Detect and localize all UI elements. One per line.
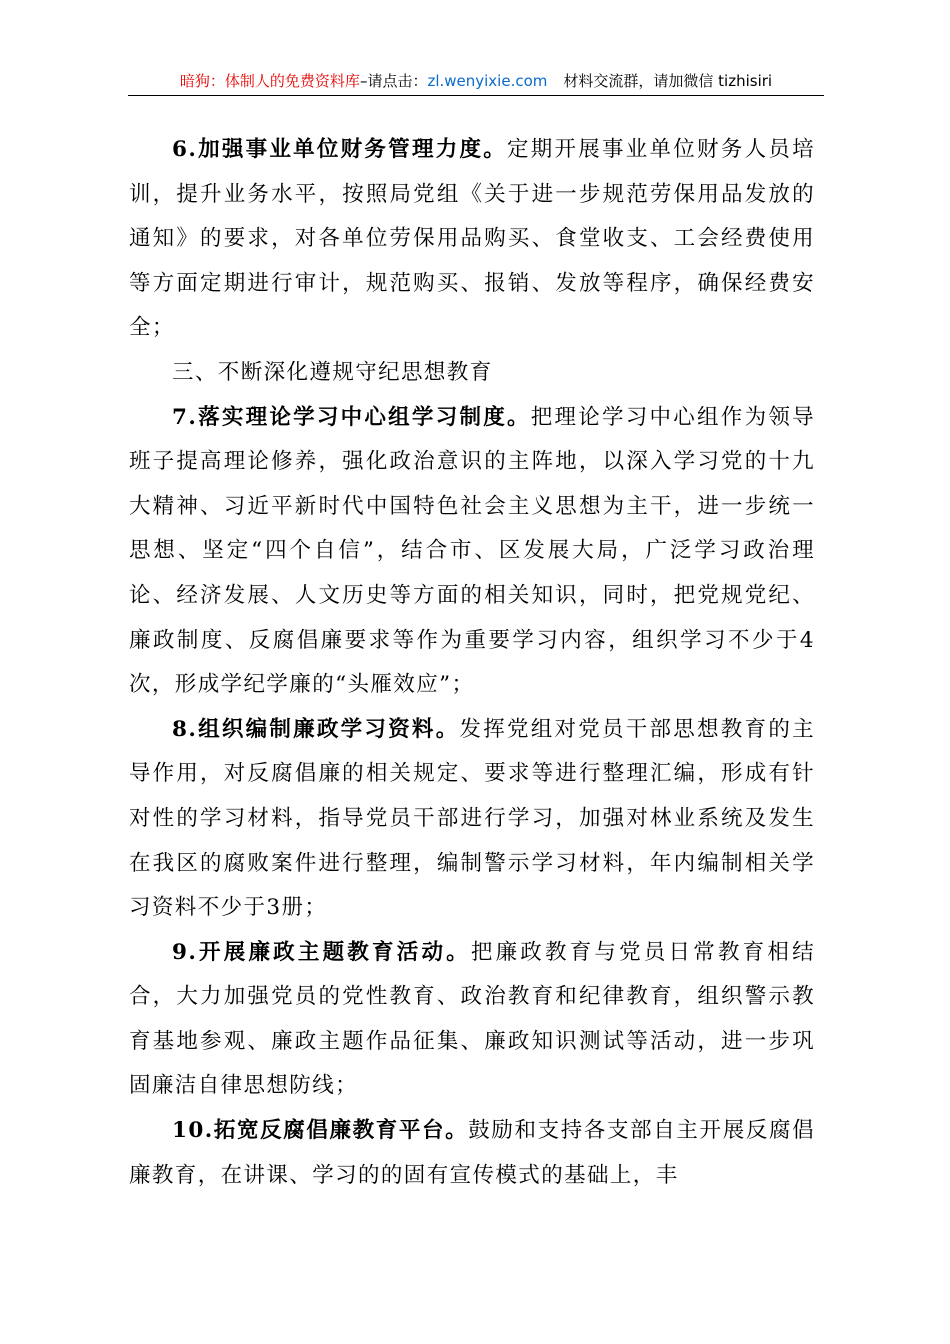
- paragraph-item-7: [129, 396, 815, 708]
- item-7-text: 把理论学习中心组作为领导班子提高理论修养，强化政治意识的主阵地，以深入学习党的十九大精神、习近平新时代中国特色社会主义思想为主干，进一步统一思想、坚定“四个自信”，结合市、区发展大局，广泛学习政治理论、经济发展、人文历史等方面的相关知识，同时，把党规党纪、廉政制度、反腐倡廉要求等作为重要学习内容，组织学习不少于4次，形成学纪学廉的“头雁效应”；: [129, 404, 815, 698]
- item-6-text: 定期开展事业单位财务人员培训，提升业务水平，按照局党组《关于进一步规范劳保用品发放的通知》的要求，对各单位劳保用品购买、食堂收支、工会经费使用等方面定期进行审计，规范购买、报销、发放等程序，确保经费安全；: [129, 137, 815, 341]
- document-body: [129, 128, 815, 1198]
- header-divider: [128, 95, 824, 96]
- item-7-lead: 7.落实理论学习中心组学习制度。: [172, 404, 531, 430]
- item-9-text: 把廉政教育与党员日常教育相结合，大力加强党员的党性教育、政治教育和纪律教育，组织警示教育基地参观、廉政主题作品征集、廉政知识测试等活动，进一步巩固廉洁自律思想防线；: [129, 939, 815, 1099]
- page-header: [128, 70, 824, 94]
- paragraph-item-6: [129, 128, 815, 351]
- item-10-text: 鼓励和支持各支部自主开展反腐倡廉教育，在讲课、学习的的固有宣传模式的基础上，丰: [129, 1118, 815, 1188]
- item-6-lead: 6.加强事业单位财务管理力度。: [172, 137, 507, 162]
- header-contact: 材料交流群，请加微信 tizhisiri: [563, 72, 773, 90]
- item-10-lead: 10.拓宽反腐倡廉教育平台。: [172, 1118, 469, 1144]
- header-click-prefix: –请点击：: [359, 72, 428, 90]
- paragraph-item-9: [129, 931, 815, 1109]
- paragraph-item-10: [129, 1109, 815, 1198]
- header-promo: 暗狗：体制人的免费资料库: [179, 72, 360, 90]
- item-9-lead: 9.开展廉政主题教育活动。: [172, 939, 471, 965]
- header-url-link[interactable]: zl.wenyixie.com: [427, 72, 548, 90]
- paragraph-item-8: [129, 708, 815, 931]
- item-8-text: 发挥党组对党员干部思想教育的主导作用，对反腐倡廉的相关规定、要求等进行整理汇编，形成有针对性的学习材料，指导党员干部进行学习，加强对林业系统及发生在我区的腐败案件进行整理，编制警示学习材料，年内编制相关学习资料不少于3册；: [129, 716, 815, 921]
- item-8-lead: 8.组织编制廉政学习资料。: [172, 716, 460, 742]
- section-heading: 三、不断深化遵规守纪思想教育: [172, 359, 493, 385]
